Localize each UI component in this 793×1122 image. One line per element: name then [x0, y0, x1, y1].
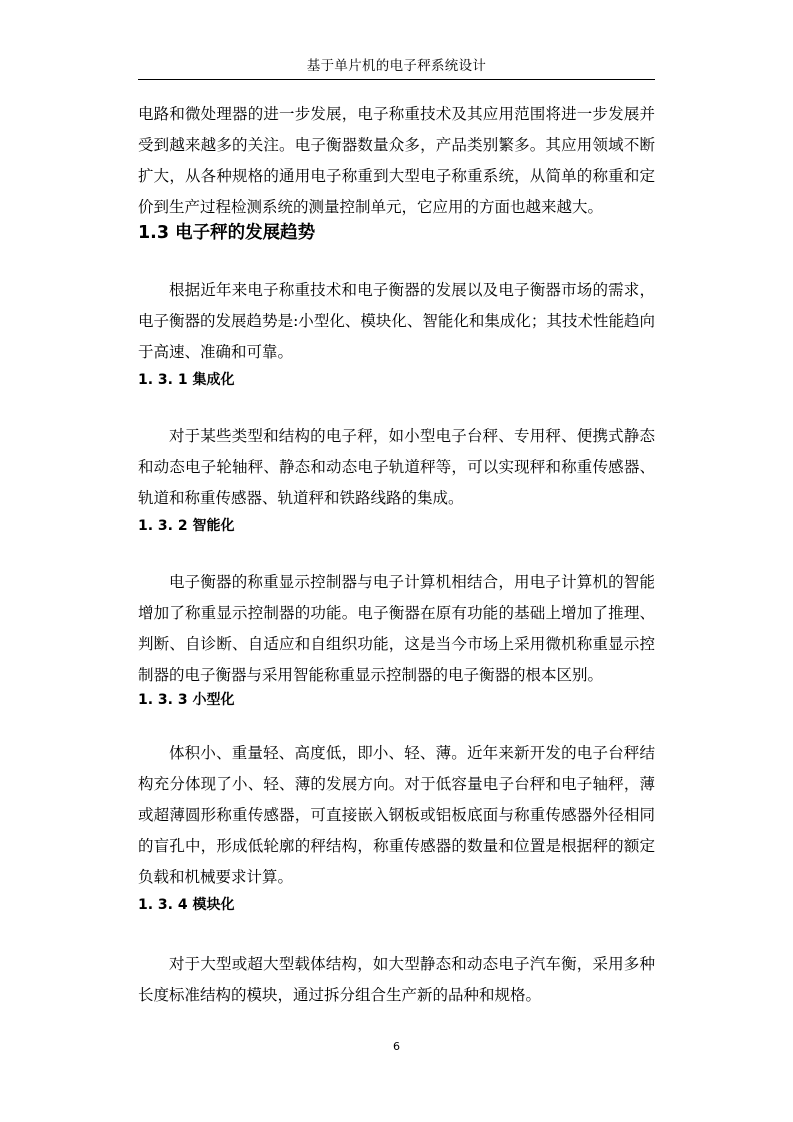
subsection-paragraph-modularization: 对于大型或超大型载体结构，如大型静态和动态电子汽车衡，采用多种长度标准结构的模块，通过拆分组合生产新的品种和规格。	[138, 955, 655, 1004]
page-number: 6	[393, 1040, 400, 1053]
section-paragraph: 根据近年来电子称重技术和电子衡器的发展以及电子衡器市场的需求，电子衡器的发展趋势是:小型化、模块化、智能化和集成化；其技术性能趋向于高速、准确和可靠。	[138, 281, 655, 361]
subsection-paragraph-miniaturization: 体积小、重量轻、高度低，即小、轻、薄。近年来新开发的电子台秤结构充分体现了小、轻、薄的发展方向。对于低容量电子台秤和电子轴秤，薄或超薄圆形称重传感器，可直接嵌入钢板或铝板底面与称重传感器外径相同的盲孔中，形成低轮廓的秤结构，称重传感器的数量和位置是根据秤的额定负载和机械要求计算。	[138, 744, 655, 886]
subsection-heading-integration: 1. 3. 1 集成化	[138, 372, 235, 388]
subsection-heading-miniaturization: 1. 3. 3 小型化	[138, 692, 235, 708]
subsection-heading-intelligence: 1. 3. 2 智能化	[138, 518, 235, 534]
subsection-heading-modularization: 1. 3. 4 模块化	[138, 897, 235, 913]
header-rule	[138, 79, 655, 80]
intro-paragraph: 电路和微处理器的进一步发展，电子称重技术及其应用范围将进一步发展并受到越来越多的关注。电子衡器数量众多，产品类别繁多。其应用领域不断扩大，从各种规格的通用电子称重到大型电子称重系统，从简单的称重和定价到生产过程检测系统的测量控制单元，它应用的方面也越来越大。	[138, 105, 655, 216]
subsection-paragraph-intelligence: 电子衡器的称重显示控制器与电子计算机相结合，用电子计算机的智能增加了称重显示控制器的功能。电子衡器在原有功能的基础上增加了推理、判断、自诊断、自适应和自组织功能，这是当今市场上采用微机称重显示控制器的电子衡器与采用智能称重显示控制器的电子衡器的根本区别。	[138, 573, 655, 684]
running-header: 基于单片机的电子秤系统设计	[306, 58, 487, 74]
subsection-paragraph-integration: 对于某些类型和结构的电子秤，如小型电子台秤、专用秤、便携式静态和动态电子轮轴秤、静态和动态电子轨道秤等，可以实现秤和称重传感器、轨道和称重传感器、轨道秤和铁路线路的集成。	[138, 427, 655, 507]
section-heading: 1.3 电子秤的发展趋势	[138, 223, 316, 243]
